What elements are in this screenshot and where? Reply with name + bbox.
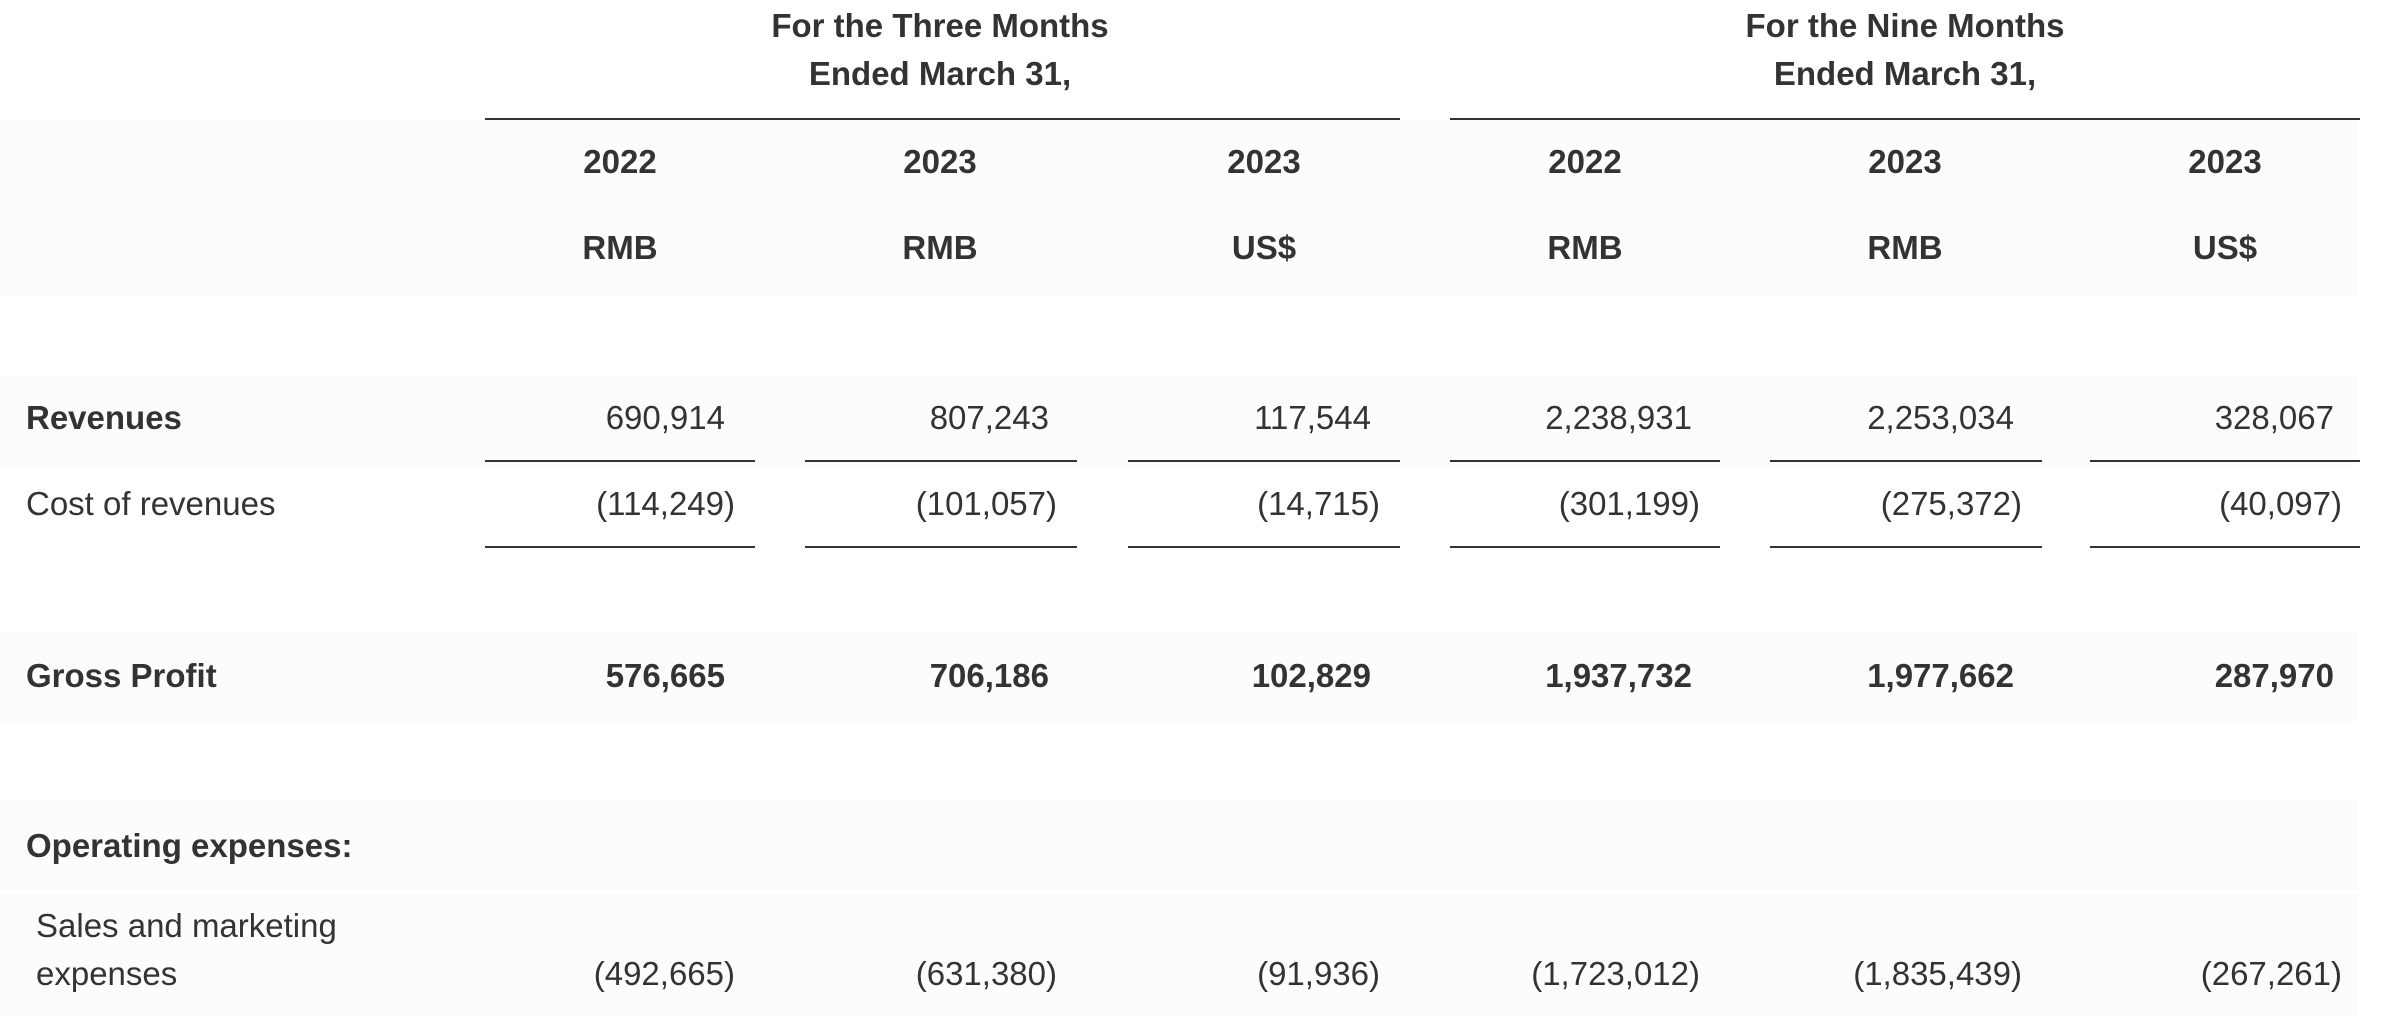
column-currency: RMB bbox=[1547, 229, 1623, 266]
nine-months-header-line2: Ended March 31, bbox=[1773, 55, 2037, 92]
column-year: 2022 bbox=[1548, 143, 1622, 180]
cell-underline bbox=[805, 460, 1077, 462]
cell-underline bbox=[2090, 460, 2360, 462]
revenues-cell: 117,544 bbox=[1254, 399, 1371, 436]
revenues-cell: 328,067 bbox=[2214, 399, 2334, 436]
cost-of-revenues-cell: (40,097) bbox=[2219, 485, 2342, 522]
three-months-header-line2: Ended March 31, bbox=[808, 55, 1072, 92]
gross-profit-cell: 1,977,662 bbox=[1867, 657, 2014, 694]
revenues-cell: 2,253,034 bbox=[1867, 399, 2014, 436]
column-currency: RMB bbox=[1867, 229, 1943, 266]
cell-underline bbox=[1450, 546, 1720, 548]
cell-underline bbox=[485, 546, 755, 548]
row-label-cost-of-revenues: Cost of revenues bbox=[26, 485, 276, 522]
column-year: 2023 bbox=[2188, 143, 2262, 180]
row-label-revenues: Revenues bbox=[26, 399, 182, 436]
gross-profit-cell: 287,970 bbox=[2214, 657, 2334, 694]
cost-of-revenues-cell: (14,715) bbox=[1257, 485, 1380, 522]
nine-months-header-line1: For the Nine Months bbox=[1745, 7, 2065, 44]
cell-underline bbox=[485, 460, 755, 462]
cell-underline bbox=[1770, 460, 2042, 462]
cell-underline bbox=[1450, 460, 1720, 462]
cell-underline bbox=[1770, 546, 2042, 548]
column-year: 2023 bbox=[903, 143, 977, 180]
revenues-cell: 690,914 bbox=[605, 399, 725, 436]
gross-profit-cell: 1,937,732 bbox=[1545, 657, 1692, 694]
row-label-sales-marketing-line1: Sales and marketing bbox=[36, 907, 337, 944]
row-label-operating-expenses: Operating expenses: bbox=[26, 827, 353, 864]
sales-marketing-cell: (1,723,012) bbox=[1531, 955, 1700, 992]
column-year: 2022 bbox=[583, 143, 657, 180]
three-months-header-line1: For the Three Months bbox=[771, 7, 1109, 44]
cell-underline bbox=[805, 546, 1077, 548]
column-currency: US$ bbox=[1231, 229, 1297, 266]
cell-underline bbox=[1128, 460, 1400, 462]
revenues-cell: 2,238,931 bbox=[1545, 399, 1692, 436]
cost-of-revenues-cell: (114,249) bbox=[596, 485, 735, 522]
cost-of-revenues-cell: (101,057) bbox=[915, 485, 1057, 522]
three-months-header-rule bbox=[485, 118, 1400, 120]
column-year: 2023 bbox=[1227, 143, 1301, 180]
gross-profit-cell: 102,829 bbox=[1251, 657, 1371, 694]
column-year: 2023 bbox=[1868, 143, 1942, 180]
sales-marketing-cell: (91,936) bbox=[1257, 955, 1380, 992]
sales-marketing-cell: (631,380) bbox=[915, 955, 1057, 992]
cost-of-revenues-cell: (275,372) bbox=[1880, 485, 2022, 522]
column-currency: US$ bbox=[2192, 229, 2258, 266]
column-currency: RMB bbox=[902, 229, 978, 266]
sales-marketing-cell: (1,835,439) bbox=[1853, 955, 2022, 992]
row-label-sales-marketing-line2: expenses bbox=[36, 955, 178, 992]
operating-expenses-band bbox=[0, 800, 2358, 890]
nine-months-header-rule bbox=[1450, 118, 2360, 120]
gross-profit-cell: 706,186 bbox=[929, 657, 1049, 694]
cell-underline bbox=[1128, 546, 1400, 548]
revenues-cell: 807,243 bbox=[929, 399, 1049, 436]
cell-underline bbox=[2090, 546, 2360, 548]
cost-of-revenues-cell: (301,199) bbox=[1558, 485, 1700, 522]
column-currency: RMB bbox=[582, 229, 658, 266]
gross-profit-cell: 576,665 bbox=[605, 657, 725, 694]
row-label-gross-profit: Gross Profit bbox=[26, 657, 217, 694]
sales-marketing-cell: (492,665) bbox=[593, 955, 735, 992]
sales-marketing-cell: (267,261) bbox=[2200, 955, 2342, 992]
